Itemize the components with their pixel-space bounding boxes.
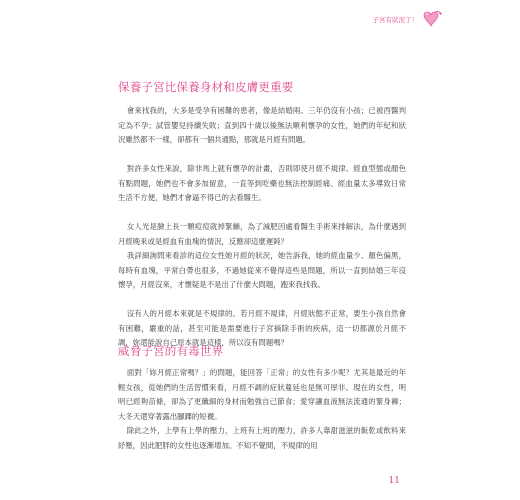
section-title: 保養子宮比保養身材和皮膚更重要 — [118, 80, 294, 94]
body-paragraph: 對許多女性來說，除非馬上就有懷孕的計畫，否則即使月經不規律、經血型態或顏色有點問題，她們也不會多加留意，一直等到吃藥也無法控制經痛、經血量太多導致日常生活不方便，她們才會逼不得已的去看醫生。 — [118, 164, 406, 202]
section-title: 威脅子宮的有毒世界 — [118, 344, 224, 358]
body-paragraph: 面對「妳月經正常嗎？」的問題，能回答「正常」的女性有多少呢？尤其是最近的年輕女孩，從她們的生活習慣來看，月經不調的症狀蔓延也是無可厚非。現在的女性，明明已經夠苗條，卻為了更纖細的身材而勉強自己節食；愛穿讓血液無法流通的緊身褲；大冬天還穿著露出腳踝的短襪。 — [118, 368, 406, 421]
body-paragraph: 沒有人的月經本來就是不規律的。若月經不規律，月經狀態不正常，要生小孩自然會有困難，嚴重的話，甚至可能是需要進行子宮摘除手術的疾病，這一切都源於月經不調，妳還能說自己原本就是這樣，所以沒有問題嗎？ — [118, 309, 406, 347]
heart-uterus-logo-icon — [420, 10, 442, 28]
body-paragraph: 會來找我的，大多是受孕有困難的患者，像是結婚兩、三年仍沒有小孩；已被西醫判定為不孕；試管嬰兒持續失敗；直到四十歲以後無法順利懷孕的女性，她們的年紀和狀況雖然都不一樣，卻都有一個共通點，那就是月經有問題。 — [118, 106, 406, 144]
body-paragraph: 我詳細詢問來看診的這位女性她月經的狀況，她告訴我，她的經血量少、顏色偏黑，每時有血塊，平常白帶也很多，不過她從來不覺得這些是問題，所以一直到結婚三年沒懷孕，月經沒來，才懷疑是不是出了什麼大問題，跑來我找我。 — [118, 251, 406, 289]
page-number: 11 — [388, 476, 400, 486]
body-paragraph: 女人光是臉上長一顆痘痘就掉緊繃，為了減肥因處看醫生手術來排解法，為什麼遇到月經晚來或是經血有血塊的情況，反應卻這麼遲鈍？ — [118, 222, 406, 246]
book-title: 子宮有狀況了！ — [372, 15, 418, 24]
running-header — [373, 10, 443, 28]
body-paragraph: 除此之外，上學有上學的壓力，上班有上班的壓力，許多人靠甜滋滋的飯乾或飲料來紓壓，因此肥胖的女性也逐漸增加。不知不覺間，不規律的用 — [118, 426, 406, 450]
